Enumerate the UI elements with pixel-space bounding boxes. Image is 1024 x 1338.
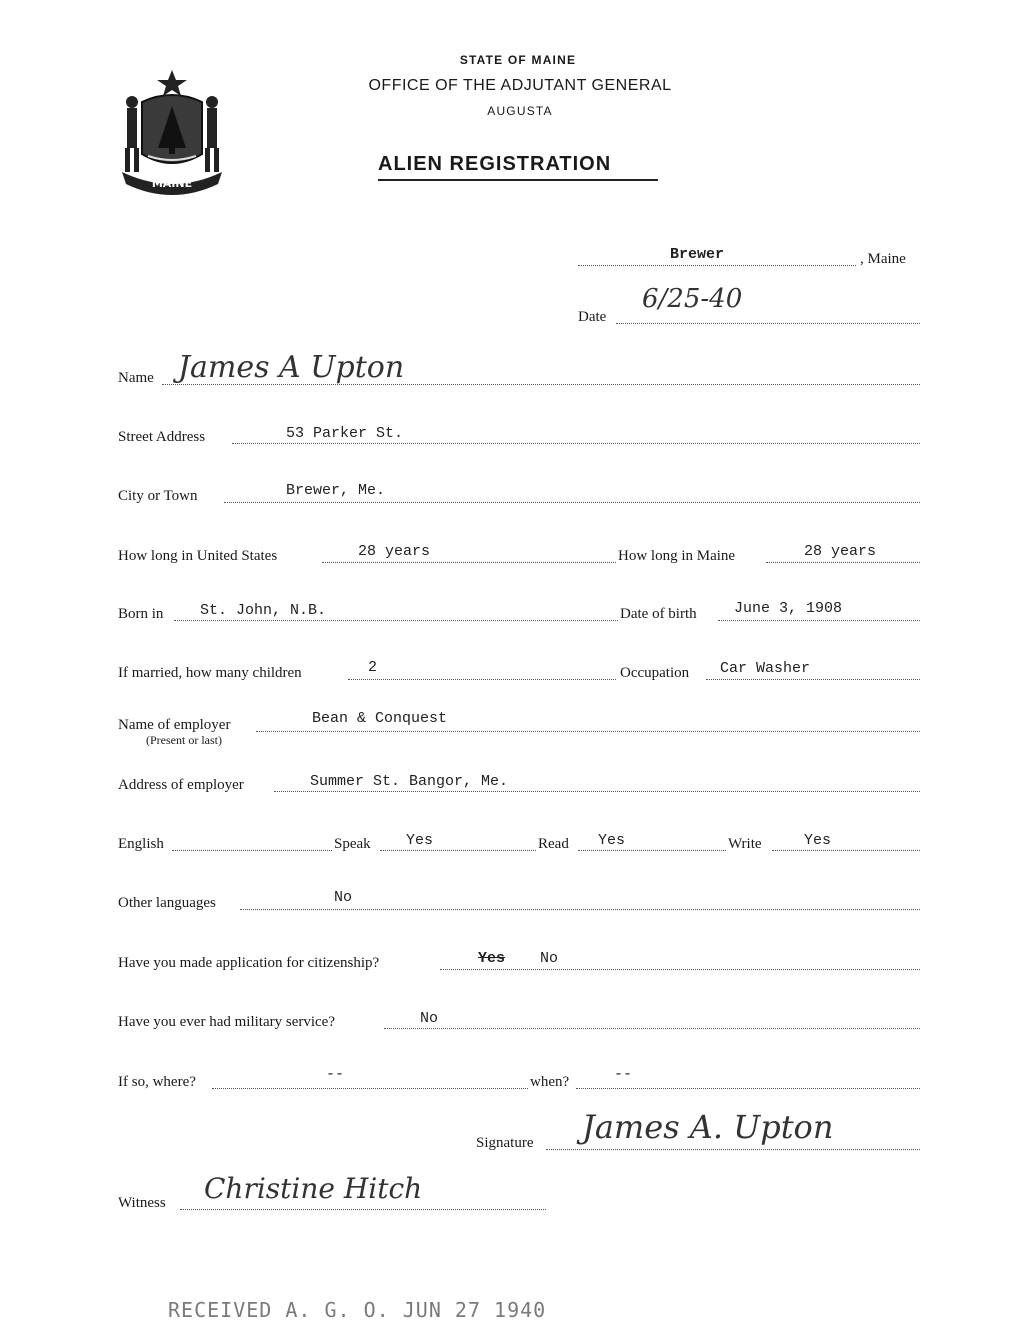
when-line (576, 1088, 920, 1089)
occupation-line (706, 679, 920, 680)
read-label: Read (538, 836, 569, 852)
english-line (172, 850, 332, 851)
header-office: OFFICE OF THE ADJUTANT GENERAL (368, 77, 672, 94)
citizenship-value: No (540, 950, 559, 967)
maine-duration-value: 28 years (804, 543, 877, 560)
signature-value: James A. Upton (582, 1108, 834, 1146)
when-value: -- (614, 1066, 633, 1083)
signature-line (546, 1149, 920, 1150)
header-state: STATE OF MAINE (459, 53, 577, 67)
date-line (616, 323, 920, 324)
received-stamp: RECEIVED A. G. O. JUN 27 1940 (168, 1298, 547, 1322)
title-underline (378, 179, 658, 181)
employer-address-label: Address of employer (118, 777, 244, 793)
date-label: Date (578, 309, 607, 325)
citizenship-struck-value: Yes (478, 950, 506, 967)
employer-line (256, 731, 920, 732)
born-in-value: St. John, N.B. (200, 602, 327, 619)
street-line (232, 443, 920, 444)
other-languages-line (240, 909, 920, 910)
read-value: Yes (598, 832, 626, 849)
other-languages-label: Other languages (118, 895, 216, 911)
children-line (348, 679, 616, 680)
write-value: Yes (804, 832, 832, 849)
born-in-line (174, 620, 618, 621)
city-label: City or Town (118, 488, 198, 504)
military-label: Have you ever had military service? (118, 1014, 335, 1030)
employer-label: Name of employer (118, 717, 231, 733)
other-languages-value: No (334, 889, 353, 906)
city-line (224, 502, 920, 503)
where-line (212, 1088, 528, 1089)
maine-seal-icon (118, 68, 226, 196)
children-label: If married, how many children (118, 665, 302, 681)
read-line (578, 850, 726, 851)
born-in-label: Born in (118, 606, 164, 622)
header-city: AUGUSTA (487, 104, 553, 118)
location-line (578, 265, 856, 266)
dob-line (718, 620, 920, 621)
location-suffix: , Maine (860, 251, 906, 267)
date-value: 6/25-40 (642, 284, 743, 314)
witness-label: Witness (118, 1195, 166, 1211)
signature-label: Signature (476, 1135, 534, 1151)
employer-address-line (274, 791, 920, 792)
name-value: James A Upton (178, 350, 405, 385)
employer-value: Bean & Conquest (312, 710, 448, 727)
employer-sublabel: (Present or last) (146, 733, 222, 747)
speak-value: Yes (406, 832, 434, 849)
occupation-label: Occupation (620, 665, 690, 681)
where-label: If so, where? (118, 1074, 196, 1090)
dob-value: June 3, 1908 (734, 600, 843, 617)
where-value: -- (326, 1066, 345, 1083)
write-label: Write (728, 836, 762, 852)
seal-label: MAINE (151, 177, 193, 190)
maine-duration-line (766, 562, 920, 563)
us-duration-value: 28 years (358, 543, 431, 560)
when-label: when? (530, 1074, 570, 1090)
us-duration-line (322, 562, 616, 563)
speak-label: Speak (334, 836, 371, 852)
witness-line (180, 1209, 546, 1210)
military-value: No (420, 1010, 439, 1027)
citizenship-label: Have you made application for citizenship? (118, 955, 380, 971)
children-value: 2 (368, 659, 378, 676)
speak-line (380, 850, 536, 851)
maine-duration-label: How long in Maine (618, 548, 736, 564)
street-value: 53 Parker St. (286, 425, 404, 442)
page-title: ALIEN REGISTRATION (378, 153, 612, 175)
dob-label: Date of birth (620, 606, 697, 622)
witness-value: Christine Hitch (204, 1172, 423, 1205)
city-value: Brewer, Me. (286, 482, 386, 499)
occupation-value: Car Washer (720, 660, 811, 677)
location-value: Brewer (670, 246, 725, 263)
english-label: English (118, 836, 164, 852)
street-label: Street Address (118, 429, 206, 445)
employer-address-value: Summer St. Bangor, Me. (310, 773, 509, 790)
us-duration-label: How long in United States (118, 548, 278, 564)
citizenship-line (440, 969, 920, 970)
write-line (772, 850, 920, 851)
military-line (384, 1028, 920, 1029)
name-label: Name (118, 370, 154, 386)
